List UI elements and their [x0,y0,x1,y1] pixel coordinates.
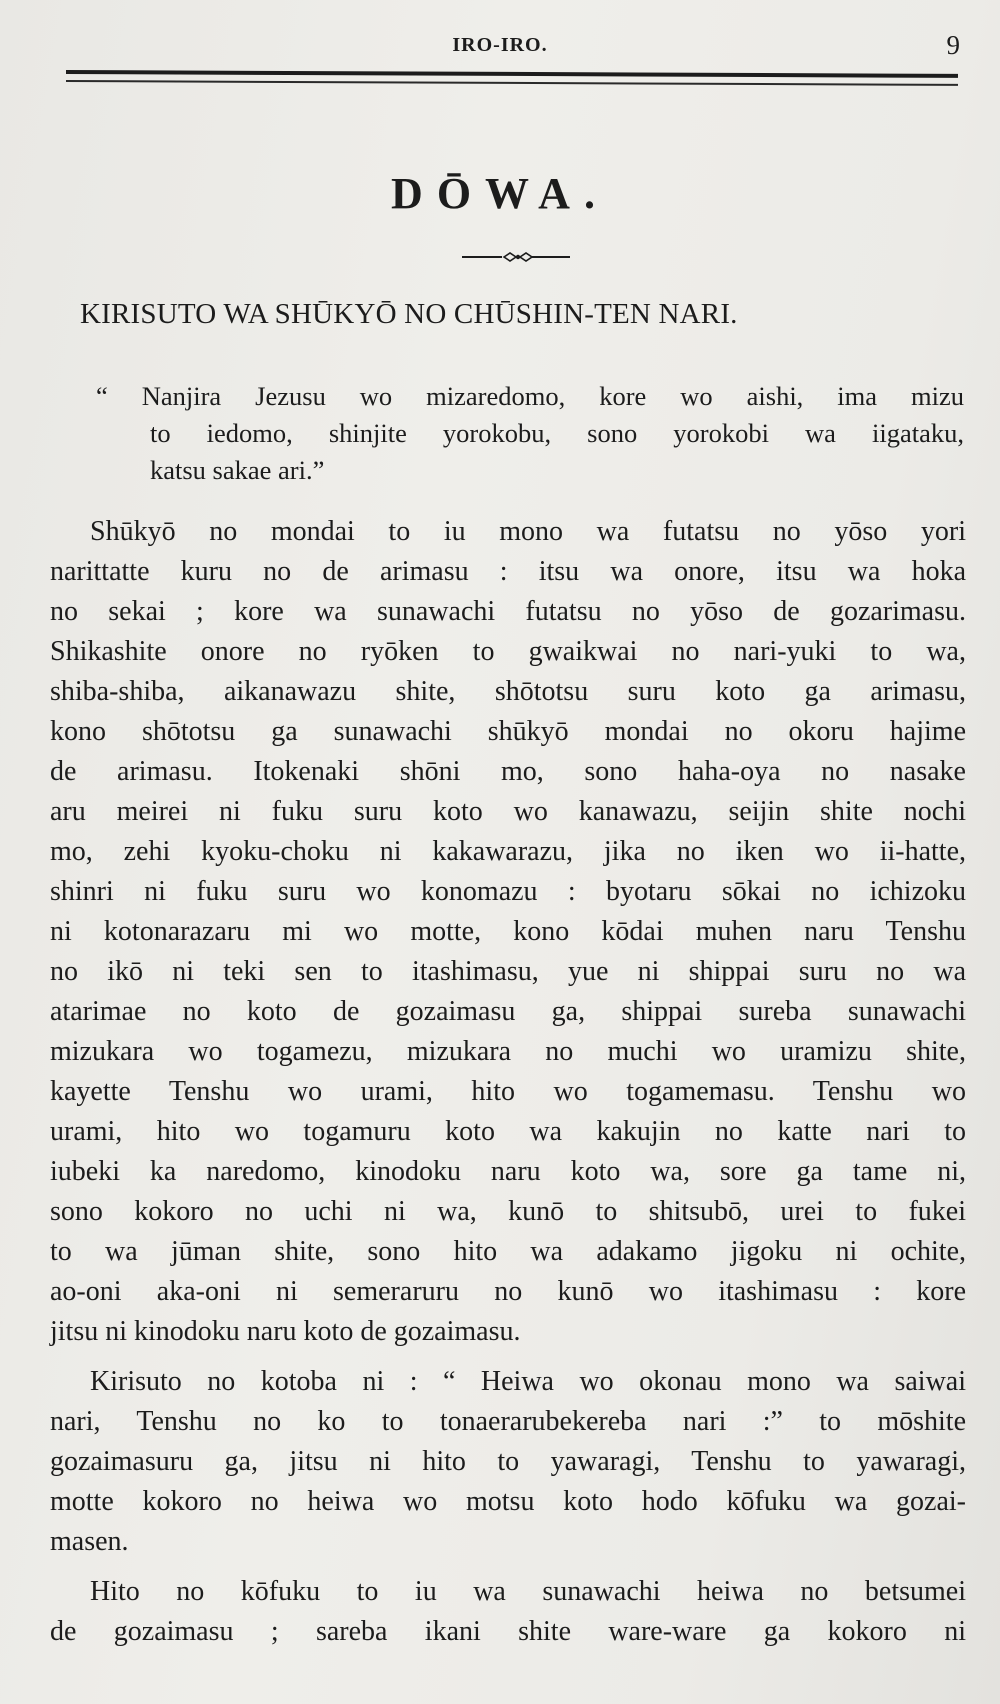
text-line: ni kotonarazaru mi wo motte, kono kōdai muhen naru Tenshu [50,916,966,947]
page-number: 9 [946,30,960,60]
text-line: Shūkyō no mondai to iu mono wa futatsu no yōso yori [90,516,966,547]
text-line: shiba-shiba, aikanawazu shite, shōtotsu suru koto ga arimasu, [50,676,966,707]
text-line: urami, hito wo togamuru koto wa kakujin no katte nari to [50,1116,966,1147]
text-line: mizukara wo togamezu, mizukara no muchi wo uramizu shite, [50,1036,966,1067]
text-line: iubeki ka naredomo, kinodoku naru koto wa, sore ga tame ni, [50,1156,966,1187]
epigraph-line: katsu sakae ari.” [150,455,325,485]
epigraph-quote [96,378,964,489]
text-line: sono kokoro no uchi ni wa, kunō to shitsubō, urei to fukei [50,1196,966,1227]
text-line: no ikō ni teki sen to itashimasu, yue ni shippai suru no wa [50,956,966,987]
subtitle: KIRISUTO WA SHŪKYŌ NO CHŪSHIN-TEN NARI. [80,298,738,330]
paragraph [50,512,966,1352]
ornament-divider [462,250,570,264]
text-line: no sekai ; kore wa sunawachi futatsu no yōso de gozarimasu. [50,596,966,627]
text-line: ao-oni aka-oni ni semeraruru no kunō wo itashimasu : kore [50,1276,966,1307]
text-line: atarimae no koto de gozaimasu ga, shippai sureba sunawachi [50,996,966,1027]
text-line: Shikashite onore no ryōken to gwaikwai no nari-yuki to wa, [50,636,966,667]
header-rule-thick [66,70,958,78]
paragraph [50,1362,966,1562]
text-line: gozaimasuru ga, jitsu ni hito to yawaragi, Tenshu to yawaragi, [50,1446,966,1477]
text-line: motte kokoro no heiwa wo motsu koto hodo kōfuku wa gozai- [50,1486,966,1517]
running-head [0,30,1000,64]
text-line: Hito no kōfuku to iu wa sunawachi heiwa no betsumei [90,1576,966,1607]
text-line: aru meirei ni fuku suru koto wo kanawazu, seijin shite nochi [50,796,966,827]
epigraph-line: to iedomo, shinjite yorokobu, sono yorokobi wa iigataku, [150,418,964,448]
header-rule-thin [66,80,958,85]
text-line: to wa jūman shite, sono hito wa adakamo jigoku ni ochite, [50,1236,966,1267]
text-line: Kirisuto no kotoba ni : “ Heiwa wo okonau mono wa saiwai [90,1366,966,1397]
text-line: shinri ni fuku suru wo konomazu : byotaru sōkai no ichizoku [50,876,966,907]
text-line: de arimasu. Itokenaki shōni mo, sono haha-oya no nasake [50,756,966,787]
text-line: jitsu ni kinodoku naru koto de gozaimasu. [50,1316,521,1347]
text-line: kono shōtotsu ga sunawachi shūkyō mondai no okoru hajime [50,716,966,747]
text-line: mo, zehi kyoku-choku ni kakawarazu, jika no iken wo ii-hatte, [50,836,966,867]
text-line: kayette Tenshu wo urami, hito wo togamemasu. Tenshu wo [50,1076,966,1107]
text-line: de gozaimasu ; sareba ikani shite ware-ware ga kokoro ni [50,1616,966,1647]
text-line: narittatte kuru no de arimasu : itsu wa onore, itsu wa hoka [50,556,966,587]
section-title: DŌWA. [391,169,609,218]
running-title: IRO-IRO. [452,34,548,56]
text-line: masen. [50,1526,129,1557]
paragraph [50,1572,966,1652]
body-text [50,512,966,1662]
epigraph-line: “ Nanjira Jezusu wo mizaredomo, kore wo aishi, ima mizu [96,381,964,411]
text-line: nari, Tenshu no ko to tonaerarubekereba nari :” to mōshite [50,1406,966,1437]
